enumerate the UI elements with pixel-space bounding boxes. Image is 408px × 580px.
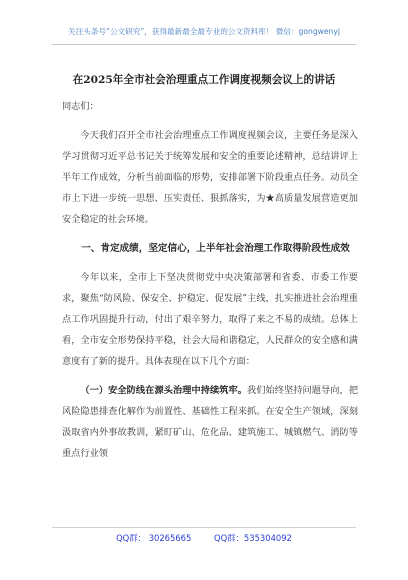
greeting: 同志们： [62, 101, 99, 112]
subsection-1-text: 我们始终坚持问题导向，把风险隐患排查化解作为前置性、基础性工程来抓。在安全生产领域，深刻汲取省内外事故教训，紧盯矿山、危化品、建筑施工、城镇燃气、消防等重点行业领 [62, 385, 359, 459]
footer [0, 532, 408, 544]
intro-paragraph: 今天我们召开全市社会治理重点工作调度视频会议，主要任务是深入学习贯彻习近平总书记关于统筹发展和安全的重要论述精神，总结讲评上半年工作成效，分析当前面临的形势，安排部署下阶段重点任务。动员全市上下进一步统一思想、压实责任、狠抓落实，为★高质量发展营造更加安全稳定的社会环境。 [62, 130, 358, 225]
section-heading-1: 一、肯定成绩，坚定信心，上半年社会治理工作取得阶段性成效 [81, 243, 350, 254]
header-banner: 关注头条号“公文研究”，获得最新最全最专业的公文资料库！ 微信：gongwenyj [68, 27, 340, 36]
document-body [62, 96, 358, 472]
footer-divider [52, 527, 356, 528]
subsection-1-paragraph [62, 380, 358, 464]
section-1-paragraph: 今年以来，全市上下坚决贯彻党中央决策部署和省委、市委工作要求，聚焦“防风险、保安全、护稳定、促发展”主线，扎实推进社会治理重点工作巩固提升行动，付出了艰辛努力，取得了来之不易的成绩。总体上看，全市安全形势保持平稳，社会大局和谐稳定，人民群众的安全感和满意度有了新的提升。具体表现在以下几个方面： [62, 272, 358, 367]
subsection-heading-1: （一）安全防线在源头治理中持续筑牢。 [80, 385, 247, 396]
header-divider [52, 44, 356, 45]
footer-qq-group-2: QQ群：535304092 [214, 533, 292, 543]
document-title: 在2025年全市社会治理重点工作调度视频会议上的讲话 [72, 74, 336, 86]
footer-qq-group-1: QQ群： 30265665 [116, 533, 192, 543]
